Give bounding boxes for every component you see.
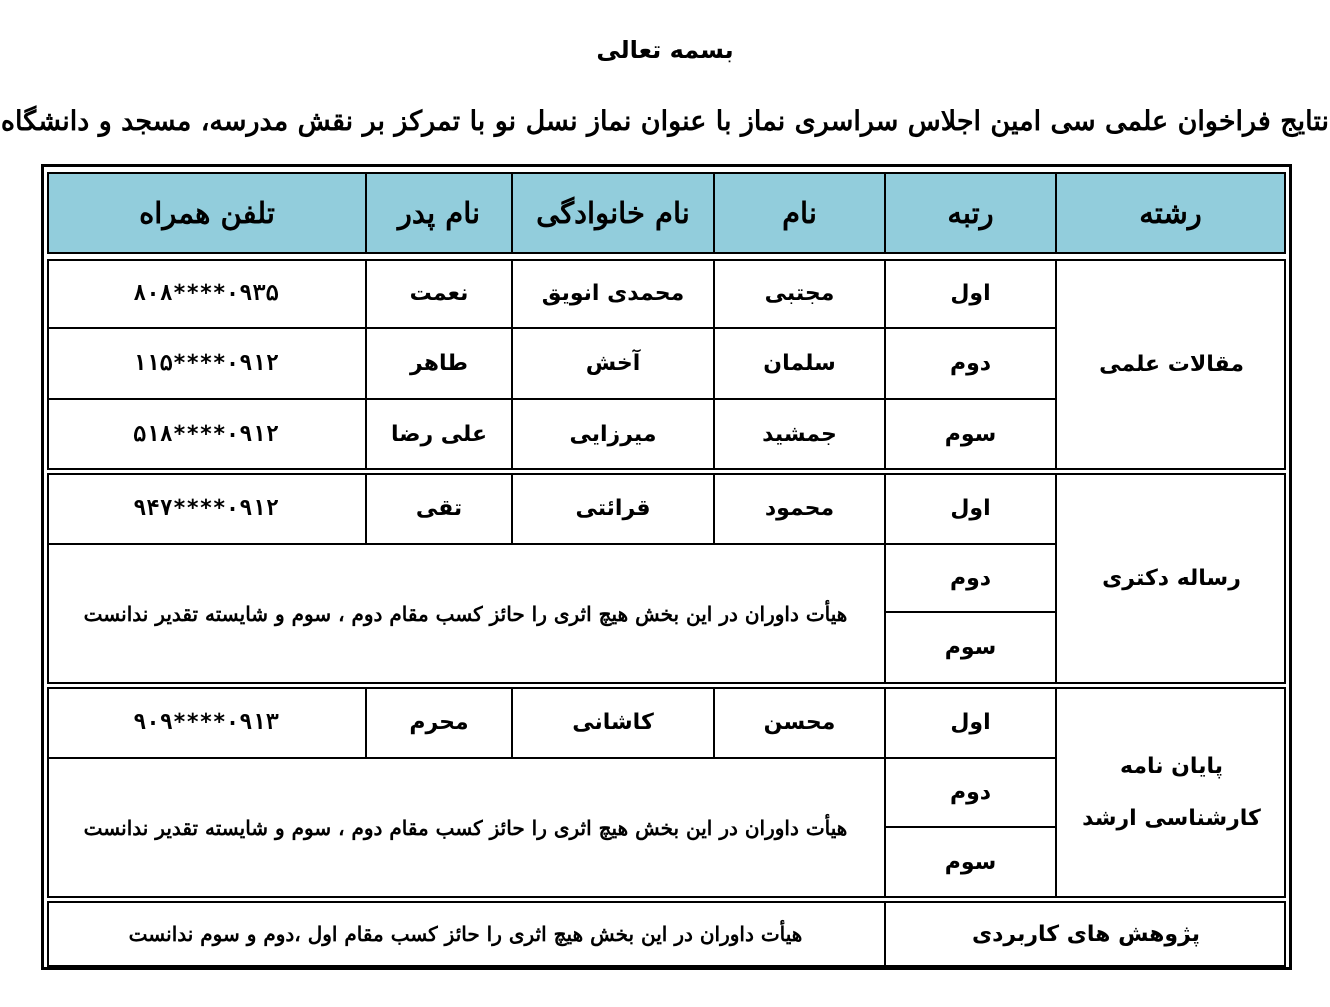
rank-cell: سوم: [944, 421, 997, 447]
jury-note: هیأت داوران در این بخش هیچ اثری را حائز کسب مقام اول ،دوم و سوم ندانست: [128, 922, 803, 946]
father-name-cell: تقی: [415, 495, 463, 521]
first-name-cell: مجتبی: [764, 280, 835, 306]
father-name-cell: علی رضا: [390, 421, 488, 447]
field-label: پژوهش های کاربردی: [971, 921, 1201, 947]
column-header-rank: رتبه: [884, 172, 1057, 254]
column-header-phone: تلفن همراه: [47, 172, 367, 254]
phone-cell: ۰۹۱۲****۵۱۸: [133, 421, 279, 447]
phone-cell: ۰۹۱۲****۹۴۷: [133, 495, 279, 521]
phone-cell: ۰۹۱۲****۱۱۵: [133, 351, 279, 376]
phone-cell: ۰۹۱۳****۹۰۹: [133, 709, 279, 735]
first-name-cell: محمود: [764, 495, 835, 521]
column-header-family-name: نام خانوادگی: [511, 172, 715, 254]
column-header-field: رشته: [1055, 172, 1286, 254]
family-name-cell: کاشانی: [572, 709, 654, 735]
family-name-cell: قرائتی: [575, 495, 651, 521]
bismillah-heading: بسمه تعالی: [596, 36, 734, 64]
jury-note: هیأت داوران در این بخش هیچ اثری را حائز کسب مقام دوم ، سوم و شایسته تقدیر ندانست: [83, 815, 848, 840]
father-name-cell: طاهر: [410, 351, 468, 376]
rank-cell: سوم: [944, 849, 997, 875]
results-table: [41, 164, 1292, 970]
page-title: نتایج فراخوان علمی سی امین اجلاس سراسری نماز با عنوان نماز نسل نو با تمرکز بر نقش مدرسه، مسجد و دانشگاه: [0, 106, 1330, 137]
family-name-cell: محمدی انویق: [541, 280, 685, 306]
rank-cell: سوم: [944, 635, 997, 660]
rank-cell: اول: [950, 495, 991, 521]
first-name-cell: سلمان: [763, 351, 836, 376]
rank-cell: اول: [950, 709, 991, 735]
rank-cell: دوم: [949, 565, 992, 591]
first-name-cell: محسن: [763, 709, 836, 735]
field-label: مقالات علمی: [1099, 352, 1244, 377]
rank-cell: اول: [950, 280, 991, 306]
column-header-name: نام: [713, 172, 886, 254]
field-label: پایان نامه کارشناسی ارشد: [1082, 753, 1261, 831]
phone-cell: ۰۹۳۵****۸۰۸: [133, 280, 279, 306]
rank-cell: دوم: [949, 351, 992, 376]
family-name-cell: آخش: [585, 351, 641, 376]
family-name-cell: میرزایی: [569, 421, 657, 447]
father-name-cell: نعمت: [409, 280, 469, 306]
rank-cell: دوم: [949, 780, 992, 805]
first-name-cell: جمشید: [762, 421, 837, 447]
jury-note: هیأت داوران در این بخش هیچ اثری را حائز کسب مقام دوم ، سوم و شایسته تقدیر ندانست: [83, 601, 848, 626]
column-header-father-name: نام پدر: [365, 172, 513, 254]
field-label: رساله دکتری: [1102, 566, 1241, 591]
father-name-cell: محرم: [409, 709, 469, 735]
